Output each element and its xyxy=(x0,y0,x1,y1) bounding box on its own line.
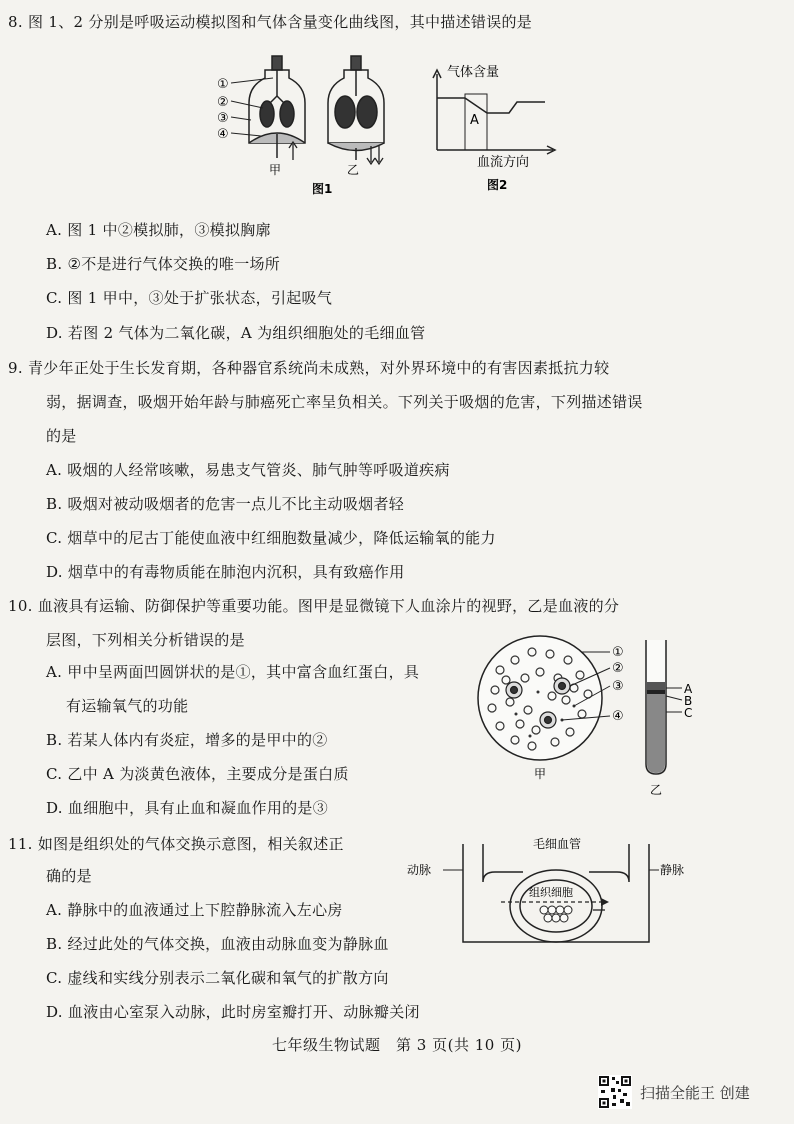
fig1-marker-3: ③ xyxy=(217,111,229,126)
fig2-ylabel: 气体含量 xyxy=(447,65,500,80)
q10-marker-1: ① xyxy=(612,645,624,660)
q10-marker-3: ③ xyxy=(612,679,624,694)
layer-c: C xyxy=(684,706,693,720)
q9-option-d[interactable]: D. 烟草中的有毒物质能在肺泡内沉积，具有致癌作用 xyxy=(46,563,405,581)
q10-figure xyxy=(470,630,710,820)
q11-option-b[interactable]: B. 经过此处的气体交换，血液由动脉血变为静脉血 xyxy=(46,935,389,953)
q10-stem-line2: 层图，下列相关分析错误的是 xyxy=(46,631,245,649)
q11-figure xyxy=(405,832,710,972)
fig2-region-a: A xyxy=(470,113,479,128)
artery-label: 动脉 xyxy=(407,863,432,877)
q9-stem-line2: 弱，据调查，吸烟开始年龄与肺癌死亡率呈负相关。下列关于吸烟的危害，下列描述错误 xyxy=(46,393,643,411)
q10-marker-2: ② xyxy=(612,661,624,676)
tissue-cells-label: 组织细胞 xyxy=(529,886,573,899)
scanner-watermark xyxy=(598,1075,750,1109)
fig1-marker-2: ② xyxy=(217,95,229,110)
q9-stem-line3: 的是 xyxy=(46,427,77,445)
capillary-label: 毛细血管 xyxy=(533,837,582,851)
q10-option-b[interactable]: B. 若某人体内有炎症，增多的是甲中的② xyxy=(46,731,328,749)
q10-label-yi: 乙 xyxy=(650,783,663,797)
fig2-xlabel: 血流方向 xyxy=(477,155,530,170)
q9-option-b[interactable]: B. 吸烟对被动吸烟者的危害一点儿不比主动吸烟者轻 xyxy=(46,495,405,513)
q11-option-a[interactable]: A. 静脉中的血液通过上下腔静脉流入左心房 xyxy=(46,901,343,919)
test-tube xyxy=(646,640,682,774)
q8-figure1 xyxy=(205,48,410,198)
q8-option-d[interactable]: D. 若图 2 气体为二氧化碳，A 为组织细胞处的毛细血管 xyxy=(46,324,426,342)
q11-stem-line2: 确的是 xyxy=(46,867,92,885)
bell-jar-yi xyxy=(328,56,384,160)
q9-stem-line1: 9. 青少年正处于生长发育期，各种器官系统尚未成熟，对外界环境中的有害因素抵抗力较 xyxy=(8,359,610,377)
q11-option-c[interactable]: C. 虚线和实线分别表示二氧化碳和氧气的扩散方向 xyxy=(46,969,389,987)
q10-stem-line1: 10. 血液具有运输、防御保护等重要功能。图甲是显微镜下人血涂片的视野，乙是血液的分 xyxy=(8,597,620,615)
q9-option-c[interactable]: C. 烟草中的尼古丁能使血液中红细胞数量减少，降低运输氧的能力 xyxy=(46,529,496,547)
fig1-marker-4: ④ xyxy=(217,127,229,142)
q9-option-a[interactable]: A. 吸烟的人经常咳嗽，易患支气管炎、肺气肿等呼吸道疾病 xyxy=(46,461,450,479)
q10-marker-4: ④ xyxy=(612,709,624,724)
q10-label-jia: 甲 xyxy=(534,767,547,781)
blood-smear xyxy=(478,636,602,760)
vein-label: 静脉 xyxy=(660,863,685,877)
layer-a: A xyxy=(684,682,693,696)
qr-code-icon xyxy=(598,1075,632,1109)
fig2-caption: 图2 xyxy=(487,178,508,192)
q10-option-d[interactable]: D. 血细胞中，具有止血和凝血作用的是③ xyxy=(46,799,329,817)
layer-b: B xyxy=(684,694,693,708)
q8-option-a[interactable]: A. 图 1 中②模拟肺，③模拟胸廓 xyxy=(46,221,271,239)
fig1-marker-1: ① xyxy=(217,77,229,92)
fig1-label-yi: 乙 xyxy=(347,163,360,177)
q8-figure2 xyxy=(425,58,565,198)
scanner-text: 扫描全能王 创建 xyxy=(640,1083,750,1102)
page-footer: 七年级生物试题 第 3 页(共 10 页) xyxy=(272,1036,522,1054)
q8-stem: 8. 图 1、2 分别是呼吸运动模拟图和气体含量变化曲线图，其中描述错误的是 xyxy=(8,13,533,31)
q11-option-d[interactable]: D. 血液由心室泵入动脉，此时房室瓣打开、动脉瓣关闭 xyxy=(46,1003,420,1021)
q10-option-a-cont: 有运输氧气的功能 xyxy=(66,697,189,715)
q10-option-a[interactable]: A. 甲中呈两面凹圆饼状的是①，其中富含血红蛋白，具 xyxy=(46,663,420,681)
q8-option-b[interactable]: B. ②不是进行气体交换的唯一场所 xyxy=(46,255,281,273)
q11-stem-line1: 11. 如图是组织处的气体交换示意图，相关叙述正 xyxy=(8,835,344,853)
q8-option-c[interactable]: C. 图 1 甲中，③处于扩张状态，引起吸气 xyxy=(46,289,333,307)
q10-option-c[interactable]: C. 乙中 A 为淡黄色液体，主要成分是蛋白质 xyxy=(46,765,349,783)
fig2-curve xyxy=(437,98,545,113)
fig1-caption: 图1 xyxy=(312,182,333,196)
fig1-label-jia: 甲 xyxy=(269,163,282,177)
